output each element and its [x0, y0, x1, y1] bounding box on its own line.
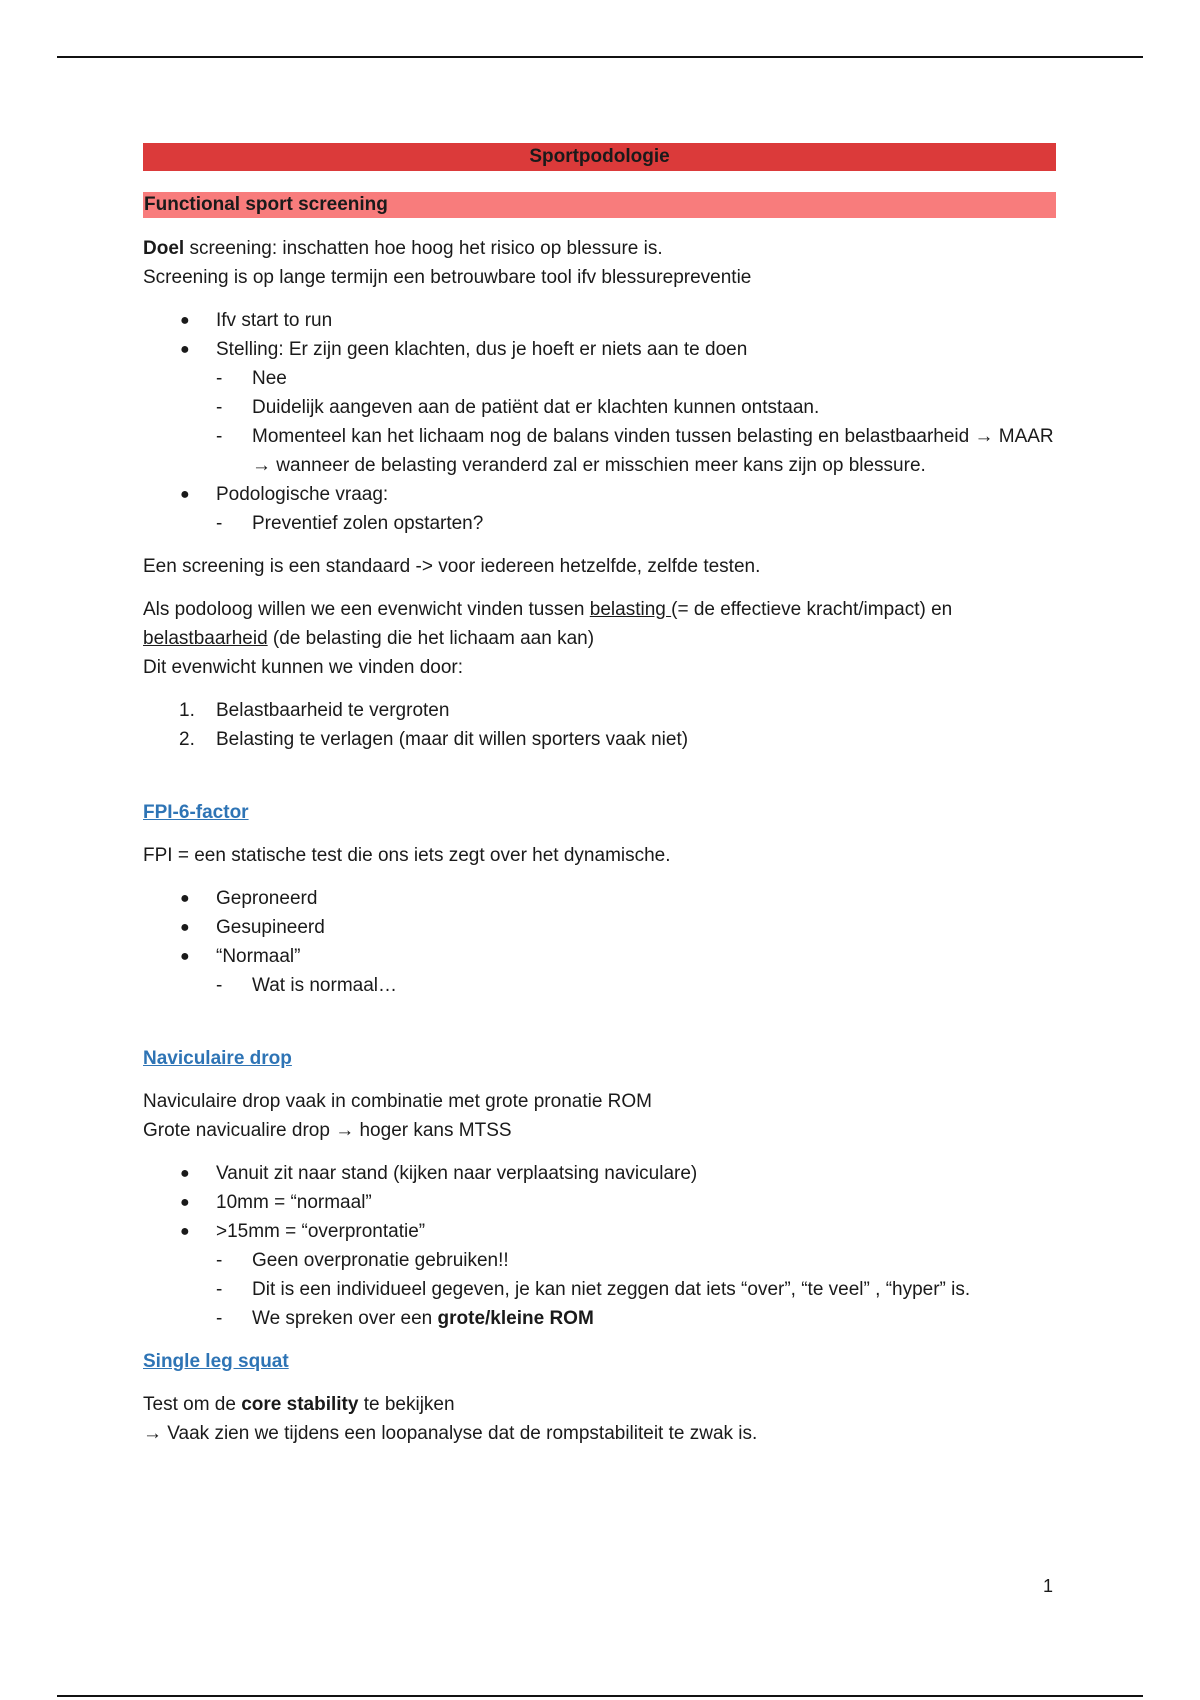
page-number: 1 — [1043, 1576, 1054, 1596]
screening-line: Screening is op lange termijn een betrouwbare tool ifv blessurepreventie — [143, 267, 752, 288]
list-item: ● Stelling: Er zijn geen klachten, dus je hoeft er niets aan te doen - Nee - Duidelijk aangeven aan de patiënt dat er klachten kunnen ontstaan. - Momenteel kan het lichaam nog de balans vinden tussen belasting en belastbaarheid → MAAR → wanneer de belasting veranderd zal er misschien meer kans zijn op blessure. — [143, 335, 1056, 480]
term-belastbaarheid: belastbaarheid — [143, 628, 268, 649]
bullet-icon: ● — [180, 1223, 190, 1240]
footer-rule — [57, 1695, 1143, 1697]
bullet-icon: ● — [180, 919, 190, 936]
squat-line2: → Vaak zien we tijdens een loopanalyse dat de rompstabiliteit te zwak is. — [143, 1423, 758, 1444]
list-item: ● Ifv start to run — [143, 306, 1056, 335]
sub-list-item: - We spreken over een grote/kleine ROM — [216, 1304, 1056, 1333]
list-item: ● Gesupineerd — [143, 913, 1056, 942]
dash-icon: - — [216, 1250, 223, 1271]
sub-list-item: - Momenteel kan het lichaam nog de balans vinden tussen belasting en belastbaarheid → MAAR → wanneer de belasting veranderd zal er misschien meer kans zijn op blessure. — [216, 422, 1056, 480]
sub-list-item: - Geen overpronatie gebruiken!! — [216, 1246, 1056, 1275]
term-belasting: belasting — [589, 599, 672, 620]
standard-paragraph: Een screening is een standaard -> voor iedereen hetzelfde, zelfde testen. — [143, 556, 761, 577]
bullet-icon: ● — [180, 948, 190, 965]
navicular-bullet-list — [143, 1159, 1056, 1333]
sub-list — [216, 364, 1056, 480]
list-item: ● >15mm = “overprontatie” - Geen overpronatie gebruiken!! - Dit is een individueel gegeven, je kan niet zeggen dat iets “over”, “te veel” , “hyper” is. - We spreken over een grote/kleine ROM — [143, 1217, 1056, 1333]
list-item: 2. Belasting te verlagen (maar dit willen sporters vaak niet) — [179, 729, 689, 750]
list-item: ● Podologische vraag: - Preventief zolen opstarten? — [143, 480, 1056, 538]
doel-bold: Doel — [143, 238, 185, 259]
squat-line1: Test om de core stability te bekijken — [143, 1394, 455, 1415]
screening-bullet-list — [143, 306, 1056, 538]
fpi-bullet-list — [143, 884, 1056, 1000]
evenwicht-paragraph: Als podoloog willen we een evenwicht vinden tussen belasting (= de effectieve kracht/impact) en belastbaarheid (de belasting die het lichaam aan kan) — [143, 599, 953, 649]
document-title: Sportpodologie — [143, 143, 1056, 171]
heading-naviculaire-drop[interactable]: Naviculaire drop — [143, 1048, 292, 1069]
navicular-line1: Naviculaire drop vaak in combinatie met grote pronatie ROM — [143, 1091, 653, 1112]
dash-icon: - — [216, 513, 223, 534]
dash-icon: - — [216, 975, 223, 996]
fpi-intro: FPI = een statische test die ons iets zegt over het dynamische. — [143, 845, 671, 866]
header-rule — [57, 56, 1143, 58]
dash-icon: - — [216, 1308, 223, 1329]
sub-list — [216, 971, 1056, 1000]
dash-icon: - — [216, 1279, 223, 1300]
heading-single-leg-squat[interactable]: Single leg squat — [143, 1351, 289, 1372]
bullet-icon: ● — [180, 890, 190, 907]
numbered-list — [143, 696, 1056, 754]
bullet-icon: ● — [180, 312, 190, 329]
dash-icon: - — [216, 397, 223, 418]
list-item: ● “Normaal” - Wat is normaal… — [143, 942, 1056, 1000]
list-item: 1. Belastbaarheid te vergroten — [179, 700, 450, 721]
navicular-line2: Grote navicualire drop → hoger kans MTSS — [143, 1120, 512, 1141]
sub-list-item: - Preventief zolen opstarten? — [216, 509, 1056, 538]
list-item: ● 10mm = “normaal” — [143, 1188, 1056, 1217]
sub-list-item: - Dit is een individueel gegeven, je kan niet zeggen dat iets “over”, “te veel” , “hyper” is. — [216, 1275, 1056, 1304]
document-body — [143, 143, 1056, 1448]
bullet-icon: ● — [180, 486, 190, 503]
sub-list — [216, 1246, 1056, 1333]
section-heading-functional-screening: Functional sport screening — [143, 192, 1056, 218]
list-item: ● Geproneerd — [143, 884, 1056, 913]
evenwicht-line2: Dit evenwicht kunnen we vinden door: — [143, 657, 464, 678]
heading-fpi[interactable]: FPI-6-factor — [143, 802, 249, 823]
bullet-icon: ● — [180, 1165, 190, 1182]
sub-list — [216, 509, 1056, 538]
bullet-icon: ● — [180, 341, 190, 358]
sub-list-item: - Wat is normaal… — [216, 971, 1056, 1000]
dash-icon: - — [216, 368, 223, 389]
dash-icon: - — [216, 426, 223, 447]
doel-text: screening: inschatten hoe hoog het risico op blessure is. — [184, 238, 663, 259]
doel-paragraph — [143, 234, 1056, 263]
sub-list-item: - Duidelijk aangeven aan de patiënt dat er klachten kunnen ontstaan. — [216, 393, 1056, 422]
sub-list-item: - Nee — [216, 364, 1056, 393]
bullet-icon: ● — [180, 1194, 190, 1211]
list-item: ● Vanuit zit naar stand (kijken naar verplaatsing naviculare) — [143, 1159, 1056, 1188]
